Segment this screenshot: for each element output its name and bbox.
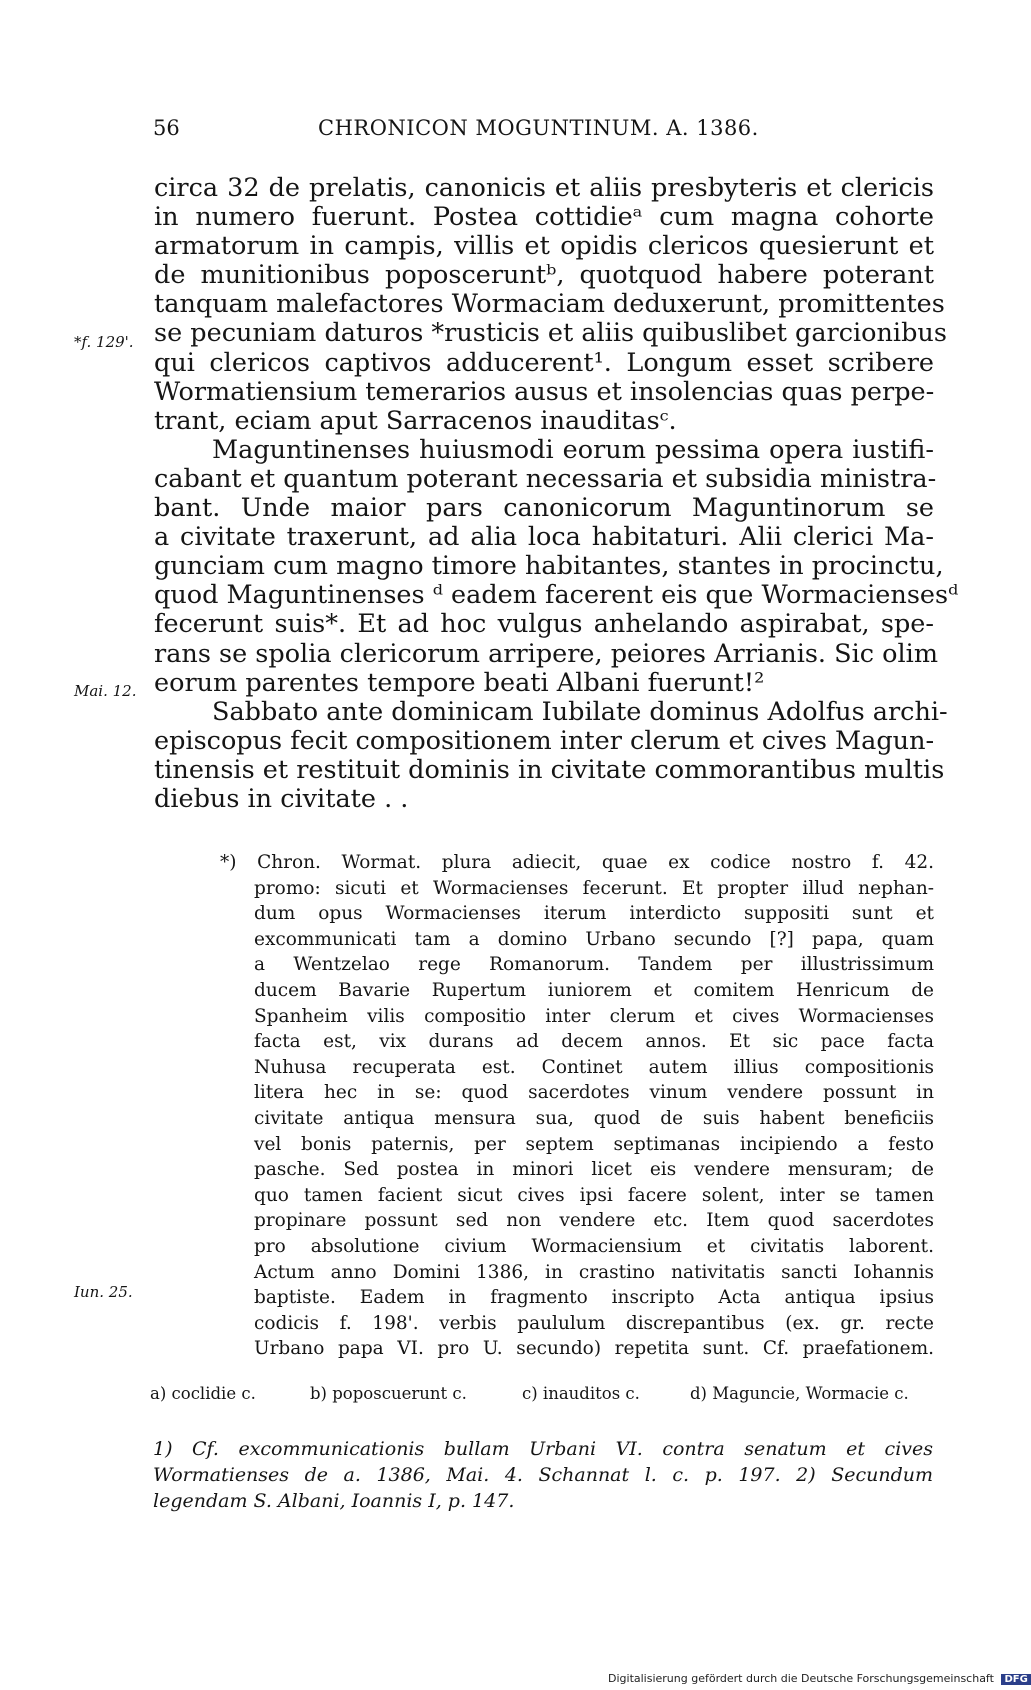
footnote-line: ducem Bavarie Rupertum iuniorem et comitem Henricum de bbox=[254, 979, 934, 1001]
main-text-line: cabant et quantum poterant necessaria et subsidia ministra- bbox=[154, 463, 937, 494]
main-text-line: rans se spolia clericorum arripere, peiores Arrianis. Sic olim bbox=[154, 638, 939, 669]
footnote-line: vel bonis paternis, per septem septimanas incipiendo a festo bbox=[254, 1133, 934, 1155]
footnote-line: dum opus Wormacienses iterum interdicto suppositi sunt et bbox=[254, 903, 934, 925]
running-header bbox=[153, 116, 775, 146]
main-text-line: gunciam cum magno timore habitantes, stantes in procinctu, bbox=[154, 551, 944, 582]
footnote-asterisk bbox=[220, 850, 934, 1362]
footnote-line: Urbano papa VI. pro U. secundo) repetita sunt. Cf. praefationem. bbox=[254, 1338, 934, 1360]
main-text-line: diebus in civitate . . bbox=[154, 783, 409, 814]
page-number: 56 bbox=[153, 116, 180, 140]
footnote-line: litera hec in se: quod sacerdotes vinum vendere possunt in bbox=[254, 1082, 934, 1104]
variant-reading: c) inauditos c. bbox=[522, 1384, 640, 1403]
main-text-line: tanquam malefactores Wormaciam deduxerunt, promittentes bbox=[154, 289, 945, 320]
footnote-line: quo tamen facient sicut cives ipsi facere solent, inter se tamen bbox=[254, 1184, 934, 1206]
footnote-line: Nuhusa recuperata est. Continet autem illius compositionis bbox=[254, 1056, 934, 1078]
variant-reading: d) Maguncie, Wormacie c. bbox=[690, 1384, 909, 1403]
footnote-line: a Wentzelao rege Romanorum. Tandem per illustrissimum bbox=[254, 954, 934, 976]
main-text bbox=[154, 173, 959, 814]
reference-notes bbox=[153, 1436, 933, 1514]
main-text-line: Maguntinenses huiusmodi eorum pessima opera iustifi- bbox=[212, 434, 934, 465]
running-title: CHRONICON MOGUNTINUM. A. 1386. bbox=[318, 116, 759, 140]
reference-line: Wormatienses de a. 1386, Mai. 4. Schannat l. c. p. 197. 2) Secundum bbox=[153, 1464, 933, 1486]
main-text-line: de munitionibus poposceruntᵇ, quotquod habere poterant bbox=[154, 260, 934, 291]
main-text-line: tinensis et restituit dominis in civitate commorantibus multis bbox=[154, 754, 945, 785]
main-text-line: se pecuniam daturos *rusticis et aliis quibuslibet garcionibus bbox=[154, 318, 947, 349]
variant-reading: a) coclidie c. bbox=[150, 1384, 256, 1403]
footnote-line: codicis f. 198'. verbis paululum discrepantibus (ex. gr. recte bbox=[254, 1312, 934, 1334]
main-text-line: circa 32 de prelatis, canonicis et aliis presbyteris et clericis bbox=[154, 173, 934, 203]
digitization-credit bbox=[608, 1672, 1031, 1685]
footnote-line: civitate antiqua mensura sua, quod de suis habent beneficiis bbox=[254, 1107, 934, 1129]
main-text-line: armatorum in campis, villis et opidis clericos quesierunt et bbox=[154, 231, 934, 262]
footnote-line: pro absolutione civium Wormaciensium et civitatis laborent. bbox=[254, 1235, 934, 1257]
footnote-line: excommunicati tam a domino Urbano secundo [?] papa, quam bbox=[254, 928, 934, 950]
main-text-line: eorum parentes tempore beati Albani fuerunt!² bbox=[154, 667, 765, 698]
main-text-line: in numero fuerunt. Postea cottidieᵃ cum magna cohorte bbox=[154, 202, 934, 233]
footnote-line: baptiste. Eadem in fragmento inscripto Acta antiqua ipsius bbox=[254, 1287, 934, 1309]
main-text-line: episcopus fecit compositionem inter clerum et cives Magun- bbox=[154, 725, 935, 756]
main-text-line: bant. Unde maior pars canonicorum Maguntinorum se bbox=[154, 493, 934, 524]
main-text-line: Wormatiensium temerarios ausus et insolencias quas perpe- bbox=[154, 376, 935, 407]
dfg-logo: DFG bbox=[1001, 1674, 1030, 1685]
main-text-line: trant, eciam aput Sarracenos inauditasᶜ. bbox=[154, 405, 677, 436]
reference-line: 1) Cf. excommunicationis bullam Urbani VI. contra senatum et cives bbox=[153, 1438, 933, 1460]
main-text-line: Sabbato ante dominicam Iubilate dominus Adolfus archi- bbox=[212, 696, 948, 727]
footnote-line: Actum anno Domini 1386, in crastino nativitatis sancti Iohannis bbox=[254, 1261, 934, 1283]
footnote-line: *) Chron. Wormat. plura adiecit, quae ex codice nostro f. 42. bbox=[220, 852, 934, 873]
footnote-line: propinare possunt sed non vendere etc. Item quod sacerdotes bbox=[254, 1210, 934, 1232]
main-text-line: a civitate traxerunt, ad alia loca habitaturi. Alii clerici Ma- bbox=[154, 522, 934, 553]
footnote-line: Spanheim vilis compositio inter clerum et cives Wormacienses bbox=[254, 1005, 934, 1027]
footnote-line: facta est, vix durans ad decem annos. Et sic pace facta bbox=[254, 1031, 934, 1053]
footnote-line: pasche. Sed postea in minori licet eis vendere mensuram; de bbox=[254, 1159, 934, 1181]
margin-date-may: Mai. 12. bbox=[74, 682, 137, 700]
footnote-line: promo: sicuti et Wormacienses fecerunt. Et propter illud nephan- bbox=[254, 877, 934, 899]
margin-folio-note: *f. 129'. bbox=[74, 333, 134, 351]
main-text-line: fecerunt suis*. Et ad hoc vulgus anhelando aspirabat, spe- bbox=[154, 609, 934, 640]
credit-text: Digitalisierung gefördert durch die Deutsche Forschungsgemeinschaft bbox=[608, 1672, 994, 1685]
margin-date-june: Iun. 25. bbox=[74, 1283, 133, 1301]
reference-line: legendam S. Albani, Ioannis I, p. 147. bbox=[153, 1490, 515, 1512]
main-text-line: quod Maguntinenses ᵈ eadem facerent eis que Wormaciensesᵈ bbox=[154, 580, 959, 611]
variant-reading: b) poposcuerunt c. bbox=[310, 1384, 467, 1403]
main-text-line: qui clericos captivos adducerent¹. Longum esset scribere bbox=[154, 347, 934, 378]
